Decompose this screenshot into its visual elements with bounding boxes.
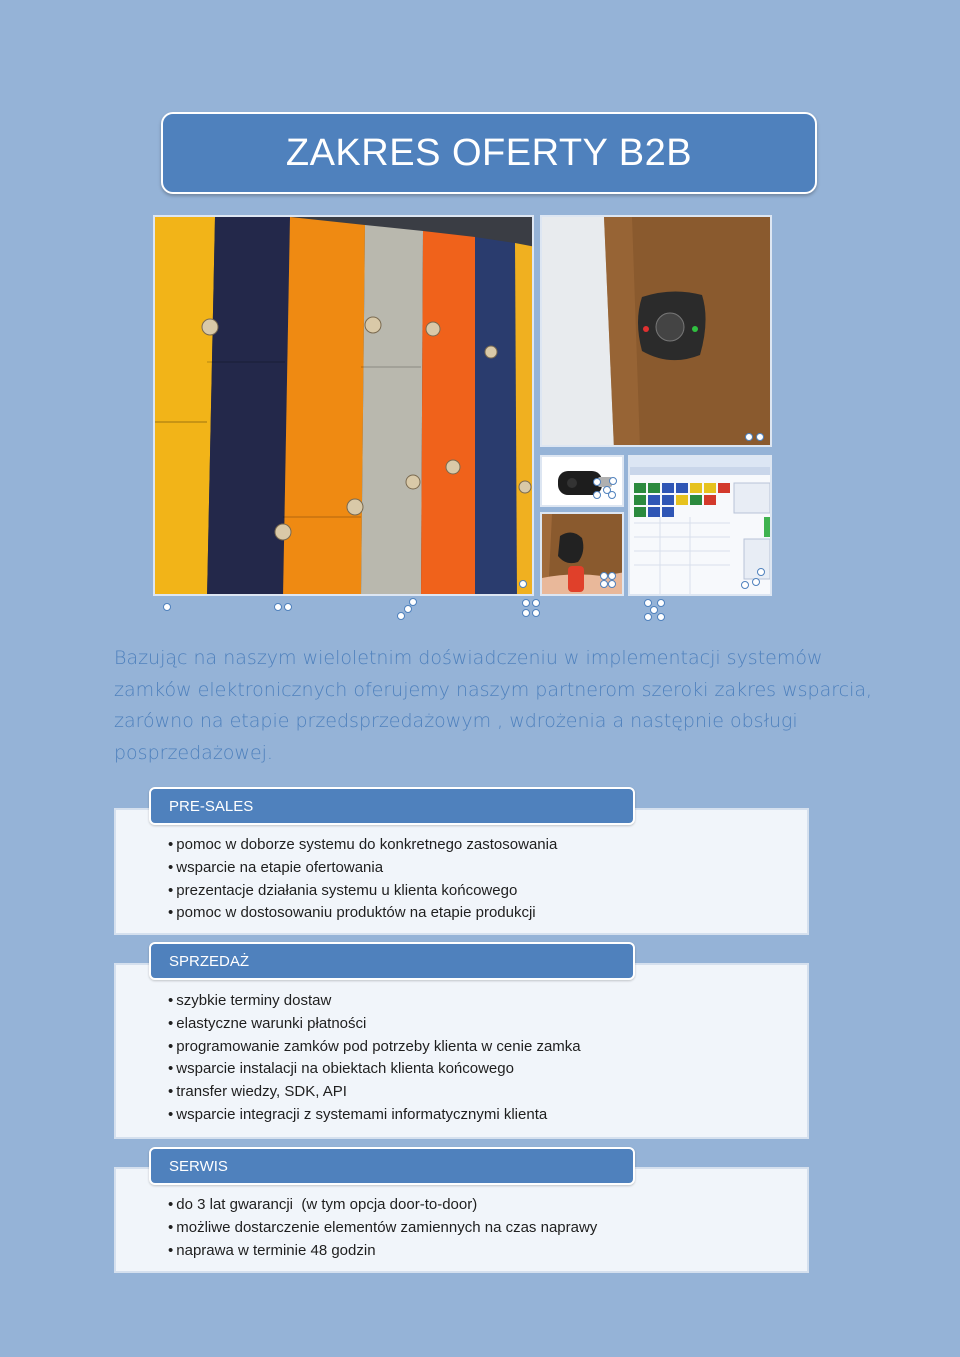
decorative-dot <box>608 491 616 499</box>
list-item: • pomoc w doborze systemu do konkretnego zastosowania <box>168 834 557 857</box>
list-item: • transfer wiedzy, SDK, API <box>168 1081 581 1104</box>
sales-list <box>168 990 581 1127</box>
service-list <box>168 1194 597 1262</box>
decorative-dot <box>397 612 405 620</box>
page-title: ZAKRES OFERTY B2B <box>161 112 817 194</box>
decorative-dot <box>593 478 601 486</box>
list-item: • programowanie zamków pod potrzeby klienta w cenie zamka <box>168 1036 581 1059</box>
list-item: • możliwe dostarczenie elementów zamiennych na czas naprawy <box>168 1217 597 1240</box>
decorative-dot <box>757 568 765 576</box>
decorative-dot <box>608 572 616 580</box>
decorative-dot <box>522 609 530 617</box>
list-item: • prezentacje działania systemu u klienta końcowego <box>168 880 557 903</box>
list-item: • wsparcie instalacji na obiektach klienta końcowego <box>168 1058 581 1081</box>
list-item: • naprawa w terminie 48 godzin <box>168 1240 597 1263</box>
decorative-dot <box>600 572 608 580</box>
pre-sales-heading: PRE-SALES <box>149 787 635 825</box>
list-item: • szybkie terminy dostaw <box>168 990 581 1013</box>
service-heading: SERWIS <box>149 1147 635 1185</box>
decorative-dot <box>609 477 617 485</box>
decorative-dot <box>752 578 760 586</box>
list-item: • pomoc w dostosowaniu produktów na etapie produkcji <box>168 902 557 925</box>
decorative-dot <box>644 613 652 621</box>
decorative-dot <box>163 603 171 611</box>
decorative-dot <box>756 433 764 441</box>
list-item: • elastyczne warunki płatności <box>168 1013 581 1036</box>
decorative-dot <box>657 613 665 621</box>
decorative-dot <box>404 605 412 613</box>
decorative-dot <box>532 599 540 607</box>
intro-paragraph: Bazując na naszym wieloletnim doświadczeniu w implementacji systemów zamków elektronicznych oferujemy naszym partnerom szeroki zakres wsparcia, zarówno na etapie przedsprzedażowym , wdrożenia a następnie obsługi posprzedażowej. <box>114 647 873 764</box>
decorative-dot <box>600 580 608 588</box>
decorative-dot <box>593 491 601 499</box>
pre-sales-list <box>168 834 557 925</box>
decorative-dot <box>274 603 282 611</box>
software-illustration <box>630 457 772 596</box>
decorative-dot <box>745 433 753 441</box>
decorative-dot <box>657 599 665 607</box>
lockers-photo <box>153 215 534 596</box>
sales-heading: SPRZEDAŻ <box>149 942 635 980</box>
list-item: • wsparcie integracji z systemami informatycznymi klienta <box>168 1104 581 1127</box>
door-lock-photo <box>540 215 772 447</box>
decorative-dot <box>284 603 292 611</box>
list-item: • do 3 lat gwarancji (w tym opcja door-to-door) <box>168 1194 597 1217</box>
decorative-dot <box>519 580 527 588</box>
decorative-dot <box>532 609 540 617</box>
decorative-dot <box>650 606 658 614</box>
decorative-dot <box>741 581 749 589</box>
lockers-illustration <box>155 217 534 596</box>
door-lock-illustration <box>542 217 772 447</box>
decorative-dot <box>522 599 530 607</box>
decorative-dot <box>608 580 616 588</box>
software-screenshot <box>628 455 772 596</box>
list-item: • wsparcie na etapie ofertowania <box>168 857 557 880</box>
